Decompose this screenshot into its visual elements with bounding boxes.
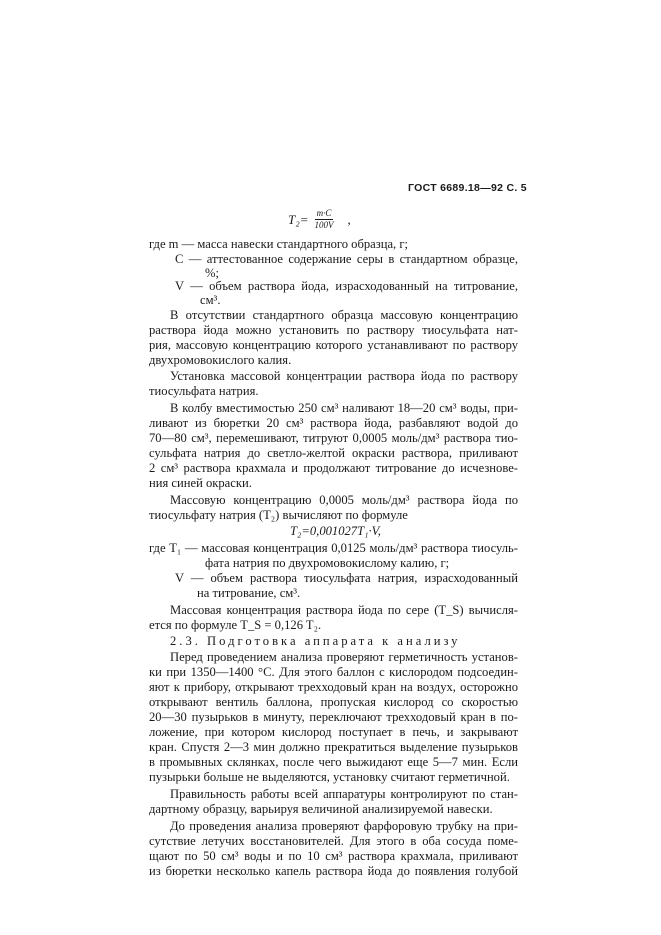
text-line: Массовую концентрацию 0,0005 моль/дм³ раствора йода по (170, 493, 518, 507)
formula-denominator: 100V (314, 220, 334, 230)
page-header: ГОСТ 6689.18—92 С. 5 (408, 182, 527, 194)
text-line: на титрование, см³. (197, 586, 301, 600)
text-line: рия, массовую концентрацию которого устанавливают по раствору (149, 338, 518, 352)
text-line: 2 см³ раствора крахмала и продолжают титрование до исчезнове- (149, 461, 518, 475)
formula-fraction (313, 208, 336, 231)
text-line: ливают из бюретки 20 см³ раствора йода, разбавляют водой до (149, 416, 518, 430)
text-line: ется по формуле T_S = 0,126 T₂. (149, 618, 322, 632)
text-line: 70—80 см³, перемешивают, титруют 0,0005 моль/дм³ раствора тио- (149, 431, 518, 445)
text-line: тиосульфату натрия (T₂) вычисляют по формуле (149, 508, 408, 522)
text-line: Установка массовой концентрации раствора йода по раствору (170, 369, 518, 383)
formula-t2 (288, 208, 351, 231)
text-line: см³. (200, 293, 221, 307)
text-line: В колбу вместимостью 250 см³ наливают 18—20 см³ воды, при- (170, 401, 518, 415)
text-line: где T₁ — массовая концентрация 0,0125 моль/дм³ раствора тиосуль- (149, 541, 518, 555)
text-line: сульфата натрия до светло-желтой окраски раствора, приливают (149, 446, 518, 460)
text-line: C — аттестованное содержание серы в стандартном образце, (175, 252, 518, 266)
text-line: двухромовокислого калия. (149, 353, 292, 367)
text-line: фата натрия по двухромовокислому калию, г; (205, 556, 450, 570)
text-line: из бюретки несколько капель раствора йода до появления голубой (149, 864, 518, 878)
text-line: %; (205, 266, 219, 280)
text-line: Перед проведением анализа проверяют герметичность установ- (170, 650, 518, 664)
text-line: дартному образцу, варьируя величиной анализируемой навески. (149, 802, 493, 816)
text-line: В отсутствии стандартного образца массовую концентрацию (170, 308, 518, 322)
formula-tail: , (347, 211, 351, 227)
text-line: ложение, при котором кислород поступает в печь, и закрывают (149, 725, 518, 739)
text-line: Правильность работы всей аппаратуры контролируют по стан- (170, 787, 518, 801)
formula-t2-titration: T₂=0,001027T₁·V, (290, 524, 381, 538)
text-line: Массовая концентрация раствора йода по сере (T_S) вычисля- (170, 603, 518, 617)
text-line: щают по 50 см³ воды и по 10 см³ раствора крахмала, приливают (149, 849, 518, 863)
text-line: где m — масса навески стандартного образца, г; (149, 237, 409, 251)
section-heading: 2.3. Подготовка аппарата к анализу (170, 634, 461, 648)
text-line: открывают вентиль баллона, пропуская кислород со скоростью (149, 695, 518, 709)
text-line: ки при 1350—1400 °С. Для этого баллон с кислородом подсоедин- (149, 665, 518, 679)
text-line: 20—30 пузырьков в минуту, переключают трехходовый кран в по- (149, 710, 518, 724)
text-line: раствора йода можно установить по раствору тиосульфата нат- (149, 323, 518, 337)
text-line: сутствие летучих восстановителей. Для этого в оба сосуда поме- (149, 834, 518, 848)
text-line: тиосульфата натрия. (149, 384, 259, 398)
text-line: V — объем раствора тиосульфата натрия, израсходованный (175, 571, 518, 585)
text-line: пузырьки больше не выделяются, установку считают герметичной. (149, 770, 510, 784)
text-line: кран. Спустя 2—3 мин должно прекратиться выделение пузырьков (149, 740, 518, 754)
text-line: V — объем раствора йода, израсходованный на титрование, (175, 279, 518, 293)
text-line: ния синей окраски. (149, 476, 252, 490)
text-line: в промывных склянках, после чего выжидают еще 5—7 мин. Если (149, 755, 518, 769)
formula-lhs: T₂= (288, 211, 309, 227)
formula-numerator: m·C (316, 208, 332, 218)
text-line: яют к прибору, открывают трехходовый кран на воздух, осторожно (149, 680, 518, 694)
text-line: До проведения анализа проверяют фарфоровую трубку на при- (170, 819, 518, 833)
